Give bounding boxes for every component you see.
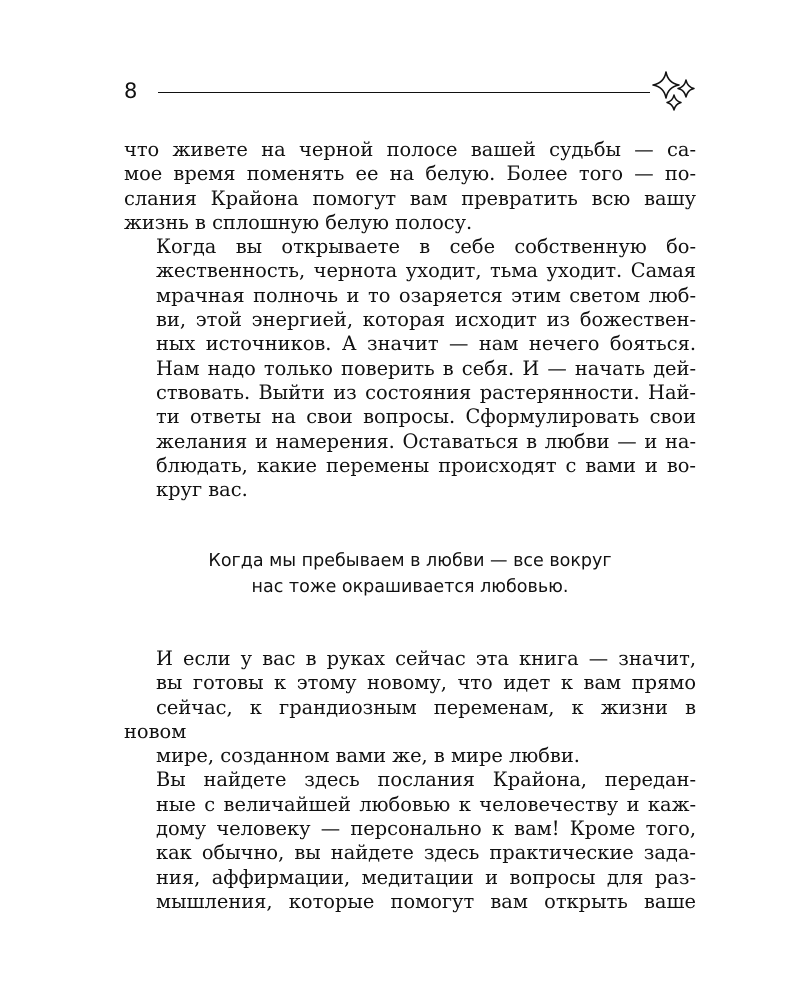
text-line: вы готовы к этому новому, что идет к вам прямо [156,671,696,695]
text-line: Когда вы открываете в себе собственную бо- [156,235,696,259]
paragraph [124,647,696,768]
text-line: ния, аффирмации, медитации и вопросы для раз- [156,865,696,889]
text-line: Нам надо только поверить в себя. И — начать дей- [156,356,696,380]
quote-line: нас тоже окрашивается любовью. [251,577,569,597]
text-line: что живете на черной полосе вашей судьбы — са- [124,138,696,161]
text-line: слания Крайона помогут вам превратить всю вашу [124,186,696,210]
text-line: дому человеку — персонально к вам! Кроме того, [156,817,696,841]
text-line: мое время поменять ее на белую. Более того — по- [124,162,696,186]
text-line: жественность, чернота уходит, тьма уходит. Самая [156,259,696,283]
text-line: ных источников. А значит — нам нечего бояться. [156,332,696,356]
pull-quote [124,548,696,600]
text-line: мрачная полночь и то озаряется этим светом люб- [156,283,696,307]
text-line: ти ответы на свои вопросы. Сформулировать свои [156,405,696,429]
text-line: желания и намерения. Оставаться в любви — и на- [156,429,696,453]
star-right-icon [678,80,694,97]
text-line: как обычно, вы найдете здесь практические зада- [156,841,696,865]
body-text-bottom [124,647,696,914]
text-line: сейчас, к грандиозным переменам, к жизни в новом [124,695,696,743]
text-line: ви, этой энергией, которая исходит из божествен- [156,308,696,332]
text-line: Вы найдете здесь послания Крайона, передан- [156,768,696,792]
text-line: И если у вас в руках сейчас эта книга — значит, [156,647,696,670]
paragraph [124,235,696,502]
text-line: мире, созданном вами же, в мире любви. [156,744,580,768]
header-rule [158,92,650,93]
text-line: ствовать. Выйти из состояния растерянности. Най- [156,380,696,404]
body-text-top [124,138,696,502]
page-header [124,78,696,112]
text-line: круг вас. [156,478,248,502]
text-line: блюдать, какие перемены происходят с вами и во- [156,453,696,477]
paragraph [124,138,696,235]
page-number: 8 [124,79,138,103]
star-large-icon [653,72,679,98]
text-line: мышления, которые помогут вам открыть ваше [156,889,696,913]
paragraph [124,768,696,914]
text-line: ные с величайшей любовью к человечеству и каж- [156,792,696,816]
star-bottom-icon [667,95,681,110]
four-point-stars-icon [648,70,700,114]
quote-line: Когда мы пребываем в любви — все вокруг [208,551,612,571]
text-line: жизнь в сплошную белую полосу. [124,210,473,234]
